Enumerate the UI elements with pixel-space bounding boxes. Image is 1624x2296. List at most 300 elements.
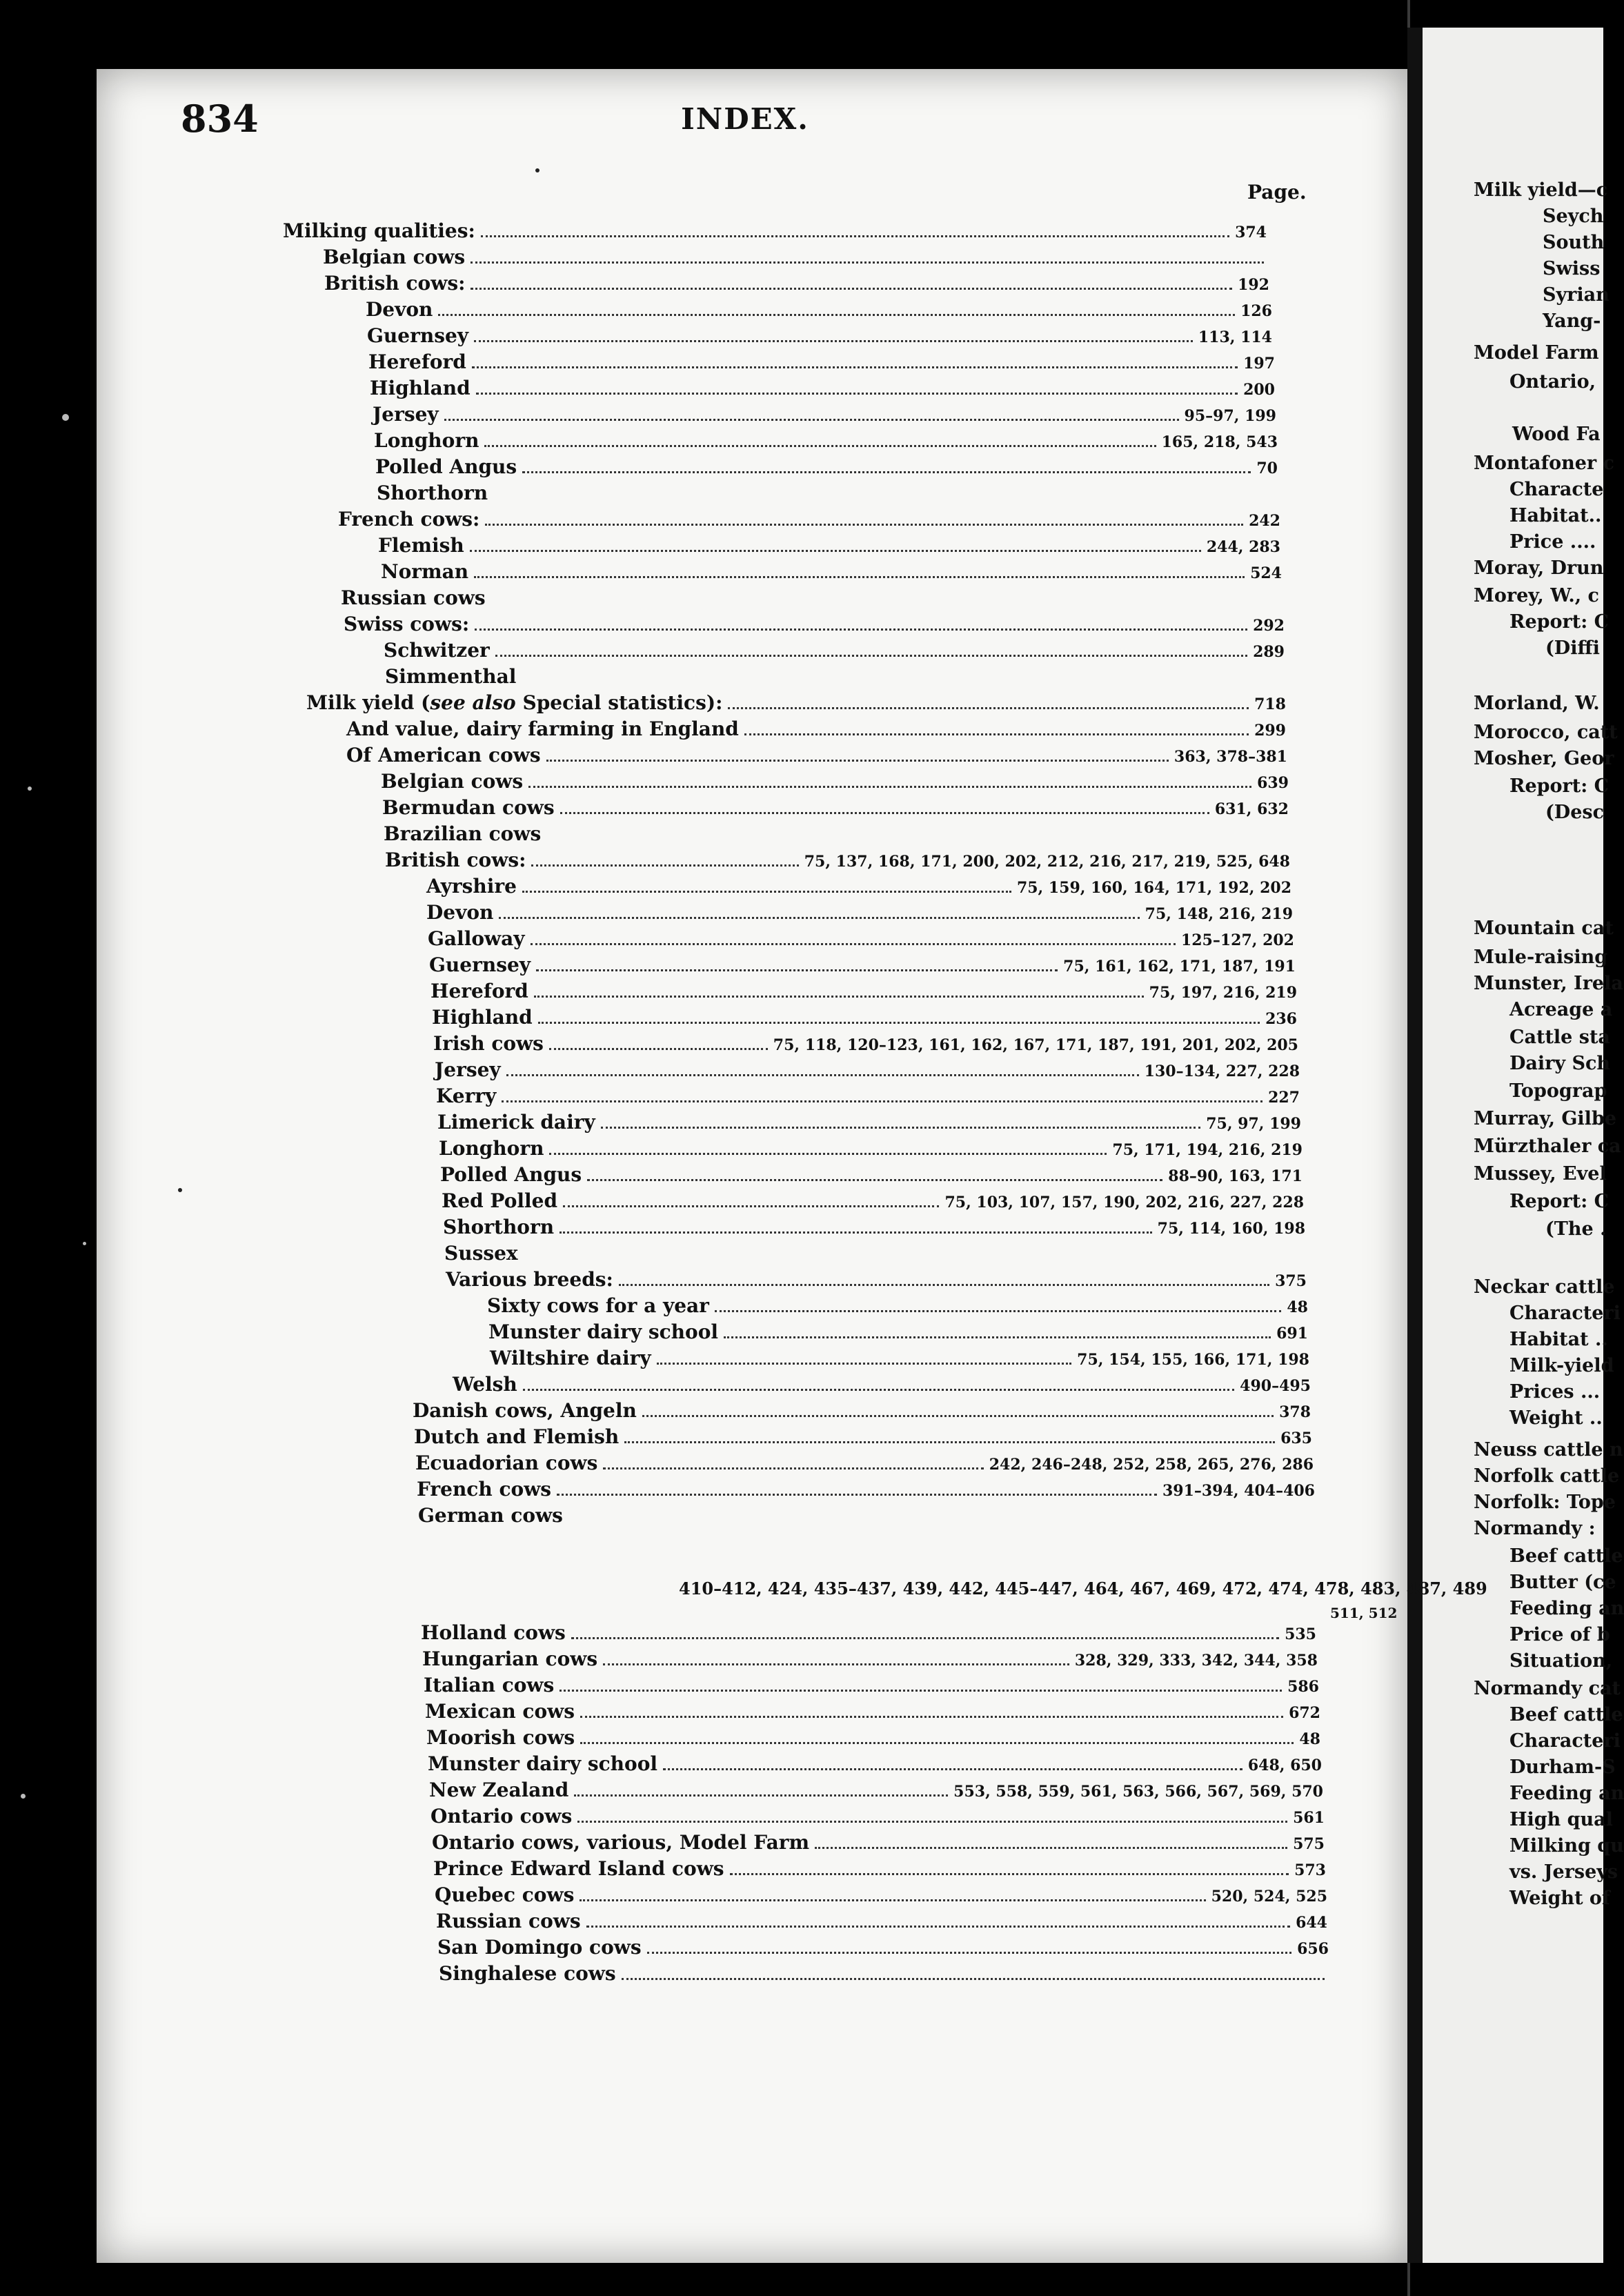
right-page-line: Normandy : [1474,1518,1596,1539]
index-entry-label: Moorish cows [426,1726,575,1749]
right-page-line: (Diffi [1545,637,1600,659]
index-entry-label: Of American cows [346,744,541,766]
index-entry [440,1163,1303,1188]
leader-dots [580,1741,1294,1744]
index-entry-pages: 378 [1279,1403,1311,1421]
index-entry [384,822,552,846]
right-page-line: Swiss [1543,258,1601,279]
right-page-line: South [1543,232,1605,253]
index-entry-label: Singhalese cows [439,1962,616,1985]
index-entry [374,429,1278,454]
index-entry [381,560,1282,585]
index-entry-label: Polled Angus [440,1163,582,1186]
index-entry [453,1373,1311,1398]
leader-dots [744,733,1249,735]
right-page-line: Seych [1543,206,1604,227]
leader-dots [546,759,1169,762]
speck [28,786,32,791]
index-entry-label: Dutch and Flemish [414,1425,620,1448]
index-entry-label: Shorthorn [377,482,488,504]
index-entry [430,1805,1325,1830]
index-entry [346,718,1286,742]
speck [62,414,69,421]
index-entry-pages: 75, 159, 160, 164, 171, 192, 202 [1016,879,1291,897]
index-entry-label: Swiss cows: [344,613,470,635]
index-entry-pages: 244, 283 [1206,538,1280,556]
index-entry-pages: 289 [1253,643,1285,661]
index-entry [424,1674,1319,1699]
index-entry-pages: 490–495 [1240,1377,1311,1395]
right-page-line: Beef cattle [1509,1545,1623,1567]
index-entry-label: Norman [381,560,469,583]
index-entry-label: Ontario cows, various, Model Farm [432,1831,810,1854]
index-entry-pages: 535 [1285,1625,1316,1643]
right-page-line: Yang- [1543,310,1601,332]
right-page-line: Normandy cat [1474,1678,1621,1699]
index-entry-label: Simmenthal [385,665,517,688]
right-page-line: Topograp [1509,1080,1607,1102]
index-entry [432,1831,1325,1856]
index-entry-label: Devon [366,298,433,321]
right-page-line: Dairy Sch [1509,1053,1611,1074]
right-page-line: Ontario, [1509,371,1596,393]
index-entry-pages: 165, 218, 543 [1161,433,1278,451]
right-page-line: Milking qu [1509,1835,1624,1857]
index-entry [487,1294,1308,1319]
leader-dots [471,261,1264,264]
index-entry-label: French cows: [338,508,480,531]
index-entry-pages: 192 [1238,276,1269,294]
index-entry-label: Brazilian cows [384,822,542,845]
index-entry-label: Devon [426,901,494,924]
index-entry-label: Highland [370,377,471,399]
index-entry-label: Hereford [430,980,528,1002]
index-entry [421,1621,1316,1646]
leader-dots [506,1073,1139,1076]
german-cows-continuation-2: 511, 512 [1330,1605,1398,1621]
index-entry-pages: 75, 118, 120–123, 161, 162, 167, 171, 187, 191, 201, 202, 205 [773,1036,1298,1054]
index-entry-pages: 95–97, 199 [1184,407,1276,425]
index-entry-pages: 197 [1243,355,1275,373]
right-page-line: Wood Fa [1512,424,1601,445]
index-entry-label: Prince Edward Island cows [433,1857,724,1880]
index-entry [442,1189,1304,1214]
index-entry-label: And value, dairy farming in England [346,718,739,740]
right-page-line: Characteri [1509,1303,1621,1324]
right-page-line: vs. Jerseys [1509,1861,1618,1883]
index-entry-label: Italian cows [424,1674,555,1696]
index-entry [422,1647,1318,1672]
leader-dots [495,654,1247,657]
index-entry [375,455,1278,480]
index-entry-pages: 374 [1235,224,1267,241]
index-entry-pages: 524 [1250,564,1282,582]
index-entry [426,901,1293,926]
index-entry-pages: 126 [1240,302,1272,320]
index-entry [435,1883,1327,1908]
speck [21,1794,26,1799]
index-entry [443,1216,1305,1240]
index-entry-pages: 656 [1297,1940,1329,1958]
index-entry-pages: 75, 197, 216, 219 [1149,984,1297,1002]
leader-dots [580,1715,1283,1718]
leader-dots [560,1689,1282,1692]
right-page-line: Morey, W., c [1474,585,1599,606]
leader-dots [474,575,1245,578]
right-page-line: Morocco, catt [1474,722,1618,743]
leader-dots [522,890,1011,893]
leader-dots [528,785,1251,788]
leader-dots [549,1152,1107,1155]
index-entry-label: Highland [432,1006,533,1029]
index-entry-pages: 75, 148, 216, 219 [1145,905,1293,923]
index-entry-label: Polled Angus [375,455,517,478]
index-entry-label: Belgian cows [323,246,466,268]
index-entry [425,1700,1320,1725]
index-entry [377,482,499,505]
index-entry-label: Red Polled [442,1189,558,1212]
leader-dots [663,1768,1242,1770]
right-page-line: Report: C [1509,611,1610,633]
index-entry-label: Limerick dairy [437,1111,595,1134]
index-entry [385,665,527,689]
index-entry-pages: 70 [1256,459,1278,477]
leader-dots [499,916,1139,919]
right-page-line: Feeding an [1509,1598,1624,1619]
leader-dots [481,235,1229,237]
index-entry-label: Guernsey [429,953,531,976]
index-entry-label: Sixty cows for a year [487,1294,709,1317]
index-entry-pages: 672 [1289,1704,1320,1722]
index-entry-label: Russian cows [341,586,486,609]
right-page-line: (The . [1545,1218,1607,1240]
right-page-line: Cattle sta [1509,1027,1610,1048]
leader-dots [560,1231,1152,1234]
index-entry-pages: 631, 632 [1214,800,1289,818]
leader-dots [471,287,1232,290]
index-entry [373,403,1276,428]
leader-dots [730,1872,1289,1875]
index-entry-pages: 561 [1293,1809,1325,1827]
index-entry-label: Jersey [435,1058,501,1081]
index-entry-label: Russian cows [436,1910,581,1932]
index-entry-pages: 200 [1243,381,1275,399]
speck [83,1242,86,1245]
index-entry [433,1857,1326,1882]
right-page-line: Munster, Irela [1474,973,1623,994]
leader-dots [536,969,1058,971]
index-entry-pages: 639 [1257,774,1289,792]
index-entry [341,586,497,610]
index-entry-label: Longhorn [374,429,479,452]
index-entry [444,1242,529,1265]
index-entry-label: French cows [417,1478,552,1501]
index-entry-label: Schwitzer [384,639,490,662]
index-entry-label: Guernsey [367,324,469,347]
leader-dots [724,1336,1271,1338]
right-page [1423,28,1624,2263]
leader-dots [560,811,1209,814]
index-entry [418,1504,574,1527]
index-entry-pages: 130–134, 227, 228 [1144,1062,1300,1080]
index-entry-pages: 242 [1249,512,1280,530]
index-entry [436,1910,1327,1934]
right-page-line: Durham-S [1509,1756,1616,1778]
book-gutter [1407,28,1423,2263]
leader-dots [622,1977,1325,1980]
index-entry-label: Irish cows [433,1032,544,1055]
leader-dots [563,1205,939,1207]
index-entry [430,980,1297,1004]
leader-dots [624,1441,1275,1443]
index-entry [385,849,1290,873]
index-entry-pages: 125–127, 202 [1180,931,1294,949]
right-page-line: Prices ... [1509,1381,1601,1403]
german-cows-continuation: 410–412, 424, 435–437, 439, 442, 445–447, 464, 467, 469, 472, 474, 478, 483, 487, 489 [679,1578,1487,1599]
leader-dots [715,1309,1281,1312]
index-entry [370,377,1275,402]
leader-dots [470,549,1201,552]
index-entry [490,1347,1309,1372]
index-entry [413,1399,1311,1424]
right-page-line: Milk yield—c [1474,179,1608,201]
index-entry-pages: 236 [1265,1010,1297,1028]
index-entry-pages: 292 [1253,617,1285,635]
right-page-line: Weight .. [1509,1407,1603,1429]
leader-dots [485,523,1243,526]
leader-dots [728,706,1249,709]
index-entry [446,1268,1307,1293]
index-entry-pages: 648, 650 [1247,1756,1322,1774]
right-page-line: Acreage a [1509,999,1613,1020]
index-entry-pages: 573 [1294,1861,1326,1879]
right-page-line: Neckar cattle [1474,1276,1615,1298]
index-entry-label: Munster dairy school [428,1752,658,1775]
right-page-line: Situation, [1509,1650,1613,1672]
index-entry-pages: 644 [1296,1914,1327,1932]
index-entry-pages: 586 [1287,1678,1319,1696]
right-page-line: Characteri [1509,1730,1621,1752]
leader-dots [534,995,1144,998]
right-page-line: Weight of [1509,1888,1610,1909]
index-entry [367,324,1272,349]
index-entry [436,1085,1300,1109]
index-entry [306,691,1286,716]
leader-dots [557,1493,1157,1496]
right-page-line: Price of b [1509,1624,1610,1645]
index-entry-label: Ecuadorian cows [415,1452,598,1474]
index-entry [283,219,1267,244]
index-entry-label: San Domingo cows [437,1936,642,1959]
index-entry-label: Ayrshire [426,875,517,898]
page-column-label: Page. [1247,181,1307,204]
index-entry-label: Ontario cows [430,1805,573,1828]
right-page-line: Characte [1509,479,1604,500]
index-entry-pages: 691 [1276,1325,1308,1343]
index-entry-pages: 75, 161, 162, 171, 187, 191 [1063,958,1296,976]
index-entry [368,350,1275,375]
right-page-line: Syrian [1543,284,1610,306]
index-entry-label: New Zealand [429,1779,569,1801]
index-entry [346,744,1287,769]
index-entry [439,1962,1330,1986]
index-entry-pages: 48 [1287,1298,1308,1316]
leader-dots [484,444,1156,447]
index-entry-label: Various breeds: [446,1268,613,1291]
right-page-line: Mussey, Evel [1474,1163,1607,1185]
right-page-line: Mürzthaler ca [1474,1136,1621,1157]
page-number: 834 [181,97,259,141]
index-entry [323,246,1269,269]
leader-dots [601,1126,1200,1129]
leader-dots [587,1178,1162,1181]
index-entry-label: Shorthorn [443,1216,555,1238]
index-entry [338,508,1280,533]
index-entry [439,1137,1303,1162]
index-entry-label: Flemish [378,534,464,557]
index-entry [378,534,1280,559]
index-entry-pages: 718 [1254,695,1286,713]
leader-dots [538,1021,1260,1024]
leader-dots [522,471,1251,473]
index-entry-pages: 575 [1293,1835,1325,1853]
index-entry [381,770,1289,795]
right-page-line: Norfolk cattle [1474,1465,1620,1487]
index-entry-label: Danish cows, Angeln [413,1399,637,1422]
right-page-line: High qual [1509,1809,1613,1830]
right-page-line: Norfolk: Tope [1474,1492,1616,1513]
leader-dots [472,366,1238,368]
leader-dots [577,1820,1287,1823]
index-entry [435,1058,1300,1083]
leader-dots [657,1362,1072,1365]
leader-dots [603,1663,1069,1665]
right-page-line: Report: C [1509,1191,1610,1212]
index-entry [426,875,1291,900]
leader-dots [549,1047,768,1050]
index-entry-label: Kerry [436,1085,497,1107]
right-page-line: (Desc [1545,802,1605,823]
right-page-line: Price .... [1509,531,1596,553]
index-entry-pages: 553, 558, 559, 561, 563, 566, 567, 569, 570 [953,1783,1323,1801]
running-head: INDEX. [681,102,809,136]
right-page-line: Mosher, Geor [1474,748,1614,769]
index-entry [324,272,1269,297]
leader-dots [444,418,1179,421]
index-entry-pages: 113, 114 [1198,328,1272,346]
right-page-line: Model Farm [1474,342,1599,364]
index-entry [429,1779,1323,1803]
index-entry [428,1752,1322,1777]
index-entry-label: Quebec cows [435,1883,575,1906]
index-entry-pages: 520, 524, 525 [1211,1888,1327,1906]
index-entry-label: Galloway [428,927,525,950]
speck [178,1188,182,1192]
index-entry-label: British cows: [385,849,526,871]
index-entry-pages: 75, 97, 199 [1206,1115,1301,1133]
index-entry [415,1452,1314,1476]
index-entry-label: British cows: [324,272,466,295]
index-entry-label: Holland cows [421,1621,566,1644]
leader-dots [531,942,1176,945]
index-entry [433,1032,1298,1057]
speck [535,168,539,172]
index-entry-label: Mexican cows [425,1700,575,1723]
index-entry-label: Longhorn [439,1137,544,1160]
index-entry-label: Wiltshire dairy [490,1347,651,1369]
index-entry [428,927,1294,952]
index-entry [366,298,1272,323]
leader-dots [619,1283,1269,1286]
index-entry [426,1726,1320,1751]
index-entry-label: Belgian cows [381,770,524,793]
index-entry [437,1936,1329,1961]
right-page-line: Habitat .. [1509,1329,1608,1350]
index-entry-pages: 75, 154, 155, 166, 171, 198 [1077,1351,1309,1369]
index-entry [417,1478,1315,1503]
index-entry [414,1425,1312,1450]
index-entry-pages: 75, 171, 194, 216, 219 [1112,1141,1303,1159]
leader-dots [531,864,798,867]
index-entry [488,1320,1308,1345]
leader-dots [574,1794,948,1797]
leader-dots [586,1925,1290,1928]
index-entry [429,953,1296,978]
index-entry-label: Milk yield (see also Special statistics): [306,691,723,714]
index-entry [344,613,1285,637]
leader-dots [476,392,1238,395]
index-entry-label: German cows [418,1504,563,1527]
right-page-line: Mountain cat [1474,918,1614,939]
right-page-line: Butter (ce [1509,1572,1616,1593]
index-entry-label: Sussex [444,1242,518,1265]
index-entry-label: Milking qualities: [283,219,475,242]
index-entry-pages: 48 [1299,1730,1320,1748]
leader-dots [571,1636,1279,1639]
right-page-line: Murray, Gilbe [1474,1108,1616,1129]
right-page-line: Mule-raising [1474,947,1608,968]
right-page-line: Neuss cattle n [1474,1439,1623,1461]
right-page-line: Feeding an [1509,1783,1624,1804]
leader-dots [815,1846,1287,1849]
index-entry [432,1006,1297,1031]
leader-dots [475,628,1247,631]
right-page-line: Moray, Drun [1474,557,1604,579]
leader-dots [603,1467,983,1469]
leader-dots [523,1388,1234,1391]
index-entry-pages: 242, 246–248, 252, 258, 265, 276, 286 [989,1456,1314,1474]
leader-dots [642,1414,1274,1417]
right-page-line: Montafoner c [1474,453,1614,474]
leader-dots [474,339,1193,342]
index-entry-label: Hungarian cows [422,1647,598,1670]
index-entry-label: Hereford [368,350,466,373]
index-entry-pages: 75, 137, 168, 171, 200, 202, 212, 216, 217, 219, 525, 648 [804,853,1290,871]
index-entry-pages: 328, 329, 333, 342, 344, 358 [1074,1652,1318,1670]
index-entry-label: Welsh [453,1373,517,1396]
leader-dots [438,313,1235,316]
right-page-line: Milk-yield [1509,1355,1614,1376]
leader-dots [647,1951,1291,1954]
index-entry-pages: 635 [1280,1429,1312,1447]
leader-dots [502,1100,1262,1102]
index-entry-label: Bermudan cows [382,796,555,819]
index-entry-pages: 75, 114, 160, 198 [1157,1220,1305,1238]
index-entry [384,639,1285,664]
index-entry-pages: 299 [1254,722,1286,740]
right-page-line: Morland, W. [1474,693,1600,714]
index-entry-pages: 375 [1275,1272,1307,1290]
